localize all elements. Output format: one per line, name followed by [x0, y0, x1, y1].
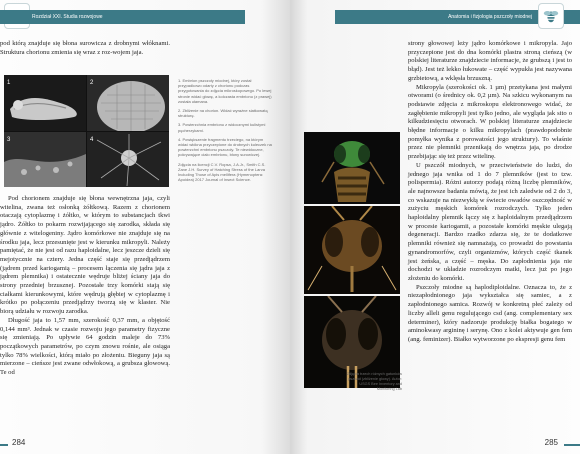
intro-text — [0, 40, 170, 57]
bee-head-photo-1 — [304, 132, 400, 204]
intro-paragraph: pod którą znajduje się błona surowicza z drobnymi włóknami. Struktura chorionu zmienia się wraz z roz-wojem jaja. — [0, 40, 170, 56]
paragraph: U pszczół miodnych, w przeciwieństwie do ludzi, do jednego jaja wnika od 1 do 7 plemników (jest to tzw. polispermia). Różni autorzy podają różną liczbę plemników, ale najnowsze badania mówią, że jest ich zaledwie od 2 do 3, co wskazuje na niezwykłą w świecie owadów oszczędność w zużyciu męskich komórek rozrodczych. Tylko jeden haploidalny plemnik łączy się z haploidalnym przedjądrzem w procesie kariogamii, a pozostałe komórki męskie ulegają degeneracji. Bardzo rzadko zdarza się, że te dodatkowe plemniki również się namnażają, co prowadzi do powstania gynandromorfów, czyli organizmów, których część tkanek jest żeńska, a część – męska. Do zapłodnienia jaja nie dochodzi w układzie rozrodczym matki, lecz już po jego złożeniu do komórki. — [408, 161, 572, 282]
caption-3: 3. Powierzchnia embrionu z widocznymi kulistymi pęcherzykami. — [178, 122, 266, 133]
running-header: Rozdział XXI. Studia rozwojowe — [0, 10, 245, 24]
svg-text:3: 3 — [7, 137, 11, 143]
paragraph: strony głowowej leży jądro komórkowe i mikropyla. Jajo przyczepione jest do dna komórki plastra stroną cieńszą (w polskiej literaturze znajdziecie informacje, że grubszą i jest to błąd). Jest też lekko łukowate – część wypukła jest nazywana grzbietową, a wklęsła brzuszną. — [408, 40, 572, 82]
page-number-accent — [0, 444, 8, 446]
paragraph: Długość jaja to 1,57 mm, szerokość 0,37 mm, a objętość 0,144 mm³. Jednak w czasie rozwoju jego parametry fizyczne się zmieniają. Po upływie 64 godzin maleje do 73% początkowych parametrów, po czym znowu rośnie, ale osiąga tylko 78% wielkości, którą miało po złożeniu. Bieguny jaja są mierzone – cieńsze jest zwane odwłokową, a grubsza głowową. Te od — [0, 316, 170, 377]
main-text-right — [408, 40, 572, 345]
fibres-photo-4 — [87, 132, 169, 187]
page-number: 285 — [544, 438, 558, 447]
svg-text:1: 1 — [7, 80, 11, 86]
svg-text:2: 2 — [90, 80, 94, 86]
plate-caption: Zdjęcia trzech różnych gatunków pszczół (zbliżenie głowy). Autor: USGS Bee Inventory and Monitoring Lab — [346, 372, 402, 391]
right-page — [290, 0, 580, 454]
caption-4: 4. Powiększenie fragmentu trzeciego, na którym widać włókna przyczepione do drobnych kuleczek na powierzchni embrionu pszczoły. Te niewidoczne, pokrywające ciało embrionu, błony surowiczej. — [178, 136, 272, 158]
caption-2: 2. Zbliżenie na chorion. Widać wyraźne siatkowatą strukturę. — [178, 108, 268, 119]
paragraph: Pszczoły miodne są haplodiploidalne. Oznacza to, że z niezapłodnionego jaja wykształca się samiec, a z zapłodnionego samica. Rozwój w konkretną płeć zależy od liczby alleli genu regulującego csd (ang. complementary sex determiner), który nadzoruje produkcję białka bogatego w aminokwasy argininę i serynę. Ono z kolei aktywuje gen fem (ang. feminizer). Białko wytworzone po ekspresji genu fem — [408, 283, 572, 343]
running-header: Anatomia i fizjologia pszczoły miodnej — [335, 10, 580, 24]
chorion-photo-2 — [87, 75, 169, 131]
paragraph: Pod chorionem znajduje się błona wewnętrzna jaja, czyli witelina, zwana też osłonką żółtkową. Razem z chorionem otaczają cytoplazmę i żółtko, w którym to substancjach tkwi jądro. Żółtko to pokarm rozwijającego się zarodka, składa się głównie z witelogeniny. Jądro komórkowe nie znajduje się na środku jaja, lecz przesunięte jest w kierunku mikropyli. Należy pamiętać, że nie jest od razu haploidalne, lecz jeszcze dzieli się mejotycznie na cztery. Jedna część staje się przedjądrzem (jądrem przed kariogamią – procesem łączenia się jądra jaja z jądrem plemnika) i ostatecznie wędruje bliżej ściany jaja do strony przedniej brzusznej. Pozostałe trzy komórki stają się ciałkami kierunkowymi, które wędrują głębiej w cytoplazmę i krótko po połączeniu przedjądrzy tworzą się w klaster. Nie biorą udziału w rozwoju zarodka. — [0, 195, 170, 316]
figure-captions — [178, 78, 273, 186]
embryo-surface-photo-3 — [4, 132, 86, 187]
embryo-photo-grid — [4, 75, 169, 187]
main-text-left — [0, 195, 170, 378]
bee-head-photo-2 — [304, 206, 400, 294]
caption-1: 1. Embrion pszczoły miodnej, który został przypadkowo odarty z chorionu podczas przygotowania do zdjęcia mikroskopowego. Po lewej stronie widać głowę, a kolczasta embrionu (z prawej) została ułamana. — [178, 78, 272, 104]
page-number: 284 — [12, 438, 26, 447]
embryo-photo-1 — [4, 75, 86, 131]
svg-text:4: 4 — [90, 137, 94, 143]
paragraph: Mikropyla (szerokości ok. 1 µm) przetykana jest małymi otworami (o średnicy ok. 0,2 µm). Na szkicu wykonanym na podstawie zdjęcia z mikroskopu elektronowego widać, że zagłębienie mikropyli jest tylko jedno, ale wygląda jak sito o kilkudziesięciu otworach. W polskiej literaturze znajdziecie błędne informacje o kilku mikropylach (prawdopodobnie pomyłka wynika z porowatości jego struktury). To właśnie przez nie plemniki przenikają do wnętrza jaja, po drodze przebijając się też przez witelinę. — [408, 83, 572, 161]
caption-source: Zdjęcia na licencji C.V. Ropsa, J.A.Jr., Smith C.S. Zane J.H. Survey of Hatching Stress of the Larva Including Those of Apis mellifera (Hymenoptera: Apoidea) 2017 Journal of Insect Science. — [178, 161, 266, 183]
bee-logo-icon — [538, 3, 564, 29]
page-number-accent — [564, 444, 580, 446]
